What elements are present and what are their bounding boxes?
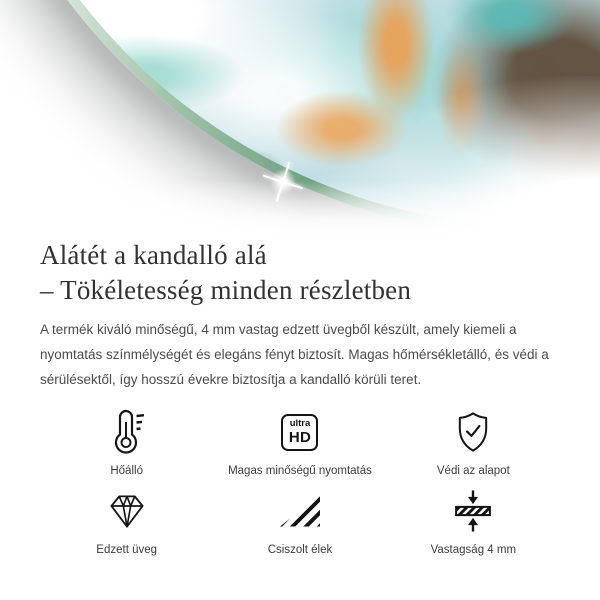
feature-label: Csiszolt élek bbox=[267, 544, 333, 556]
page-title bbox=[40, 238, 560, 308]
feature-label: Hőálló bbox=[110, 465, 143, 477]
thermometer-icon bbox=[108, 408, 146, 456]
shield-check-icon bbox=[453, 408, 493, 456]
feature-thickness bbox=[387, 487, 560, 558]
ultra-hd-icon bbox=[281, 408, 318, 456]
feature-tempered-glass bbox=[40, 487, 213, 558]
thickness-icon bbox=[452, 487, 494, 535]
diagonal-stripes-shape bbox=[280, 496, 320, 527]
feature-label: Védi az alapot bbox=[436, 465, 510, 477]
polished-edges-icon bbox=[280, 487, 320, 535]
ultra-hd-badge-top: ultra bbox=[289, 418, 311, 430]
product-description-text: A termék kiváló minőségű, 4 mm vastag edzett üvegből készült, amely kiemeli a nyomtatás színmélységét és elegáns fényt biztosít. Magas hőmérsékletálló, és védi a sérülésektől, így hosszú évekre biztosítja a kandalló körüli teret. bbox=[40, 322, 549, 387]
page-title-line2: – Tökéletesség minden részletben bbox=[40, 275, 412, 305]
feature-label: Vastagság 4 mm bbox=[430, 544, 517, 556]
feature-heat-resistant bbox=[40, 408, 213, 479]
ultra-hd-badge bbox=[281, 414, 318, 451]
feature-label: Edzett üveg bbox=[96, 544, 158, 556]
product-hero-image bbox=[0, 0, 600, 236]
feature-grid bbox=[40, 408, 560, 558]
feature-polished-edges bbox=[213, 487, 386, 558]
feature-high-quality-print bbox=[213, 408, 386, 479]
diamond-icon bbox=[105, 487, 149, 535]
ultra-hd-badge-bottom: HD bbox=[288, 428, 312, 446]
image-fade-overlay bbox=[0, 180, 600, 236]
product-description-section bbox=[0, 236, 600, 558]
feature-label: Magas minőségű nyomtatás bbox=[228, 465, 372, 477]
page-title-line1: Alátét a kandalló alá bbox=[40, 240, 267, 270]
feature-protects-base bbox=[387, 408, 560, 479]
